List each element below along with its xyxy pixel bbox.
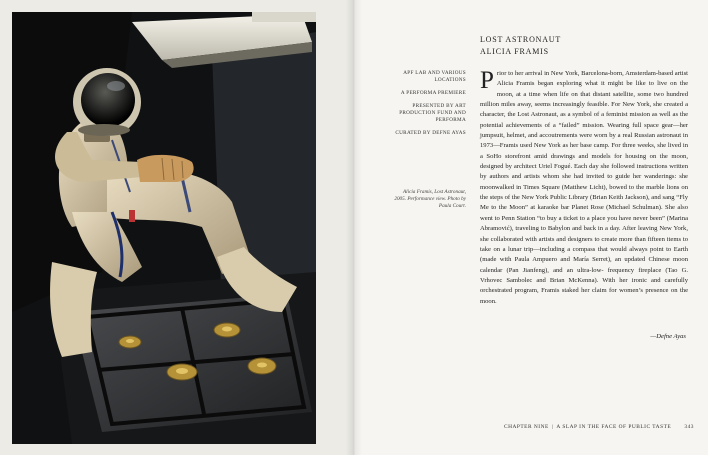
essay-paragraph bbox=[480, 69, 688, 307]
title-artist: ALICIA FRAMIS bbox=[480, 47, 549, 56]
credit-premiere: A PERFORMA PREMIERE bbox=[400, 90, 466, 96]
drop-cap: P bbox=[480, 67, 494, 94]
running-head bbox=[504, 424, 671, 430]
chapter-title: A SLAP IN THE FACE OF PUBLIC TASTE bbox=[556, 424, 672, 430]
project-credits bbox=[394, 70, 466, 210]
gutter-shadow bbox=[346, 0, 362, 455]
astronaut-photo bbox=[12, 12, 316, 444]
essay-text: rior to her arrival in New York, Barcelona-born, Amsterdam-based artist Alicia Framis began exploring what it might be like to live on the moon, at a time when life on that distant satellite, some two hundred million miles away, seems increasingly feasible. For New York, she created a character, the Lost Astronaut, as a symbol of a feminist mission as well as the potential achievements of a “failed” mission. Wearing full space gear—her jumpsuit, helmet, and accoutrements were worn by a real Russian astronaut in 1973—Framis used New York as her base camp. For three weeks, she lived in a SoHo storefront amid drawings and models for housing on the moon, designed by architect Uriel Fogué. Each day she followed instructions written by authors and artists whom she had invited to guide her wanderings: she moonwalked in Times Square (Matthew Licht), bowed to the marble lions on the steps of the New York Public Library (Brian Keith Jackson), and sang “Fly Me to the Moon” at karaoke bar Planet Rose (Michael Schulman). She also went to Penn Station “to buy a ticket to a place you have never been” (Marina Abramović), traveling to Babylon and back in a day. After leaving New York, she collaborated with artists and designers to create more than fifteen items to take on a lunar trip—including a compass that would always point to Earth (made with Paula Ampuero and María Serret), an updated Chinese moon calendar (Pan Jianfeng), and an ultra-low- frequency fireplace (Tao G. Vrhovec Sambolec and Brian McKenna). With her ironic and carefully orchestrated program, Framis staked her claim for women’s presence on the moon. bbox=[480, 70, 688, 305]
credit-venue: APF LAB AND VARIOUS LOCATIONS bbox=[403, 70, 466, 83]
essay-body bbox=[480, 69, 688, 307]
footer-separator: | bbox=[551, 424, 554, 430]
credit-curator: CURATED BY DEFNE AYAS bbox=[395, 130, 466, 136]
chapter-label: CHAPTER NINE bbox=[504, 424, 549, 430]
credit-presenter: PRESENTED BY ART PRODUCTION FUND AND PERFORMA bbox=[399, 103, 466, 123]
astronaut-photo-illustration bbox=[12, 12, 316, 444]
page-title bbox=[480, 34, 680, 58]
photo-caption: Alicia Framis, Lost Astronaut, 2005. Performance view. Photo by Paula Court. bbox=[394, 189, 466, 209]
author-signature: —Defne Ayas bbox=[650, 333, 686, 340]
title-work: LOST ASTRONAUT bbox=[480, 35, 562, 44]
page-number: 343 bbox=[684, 424, 694, 430]
